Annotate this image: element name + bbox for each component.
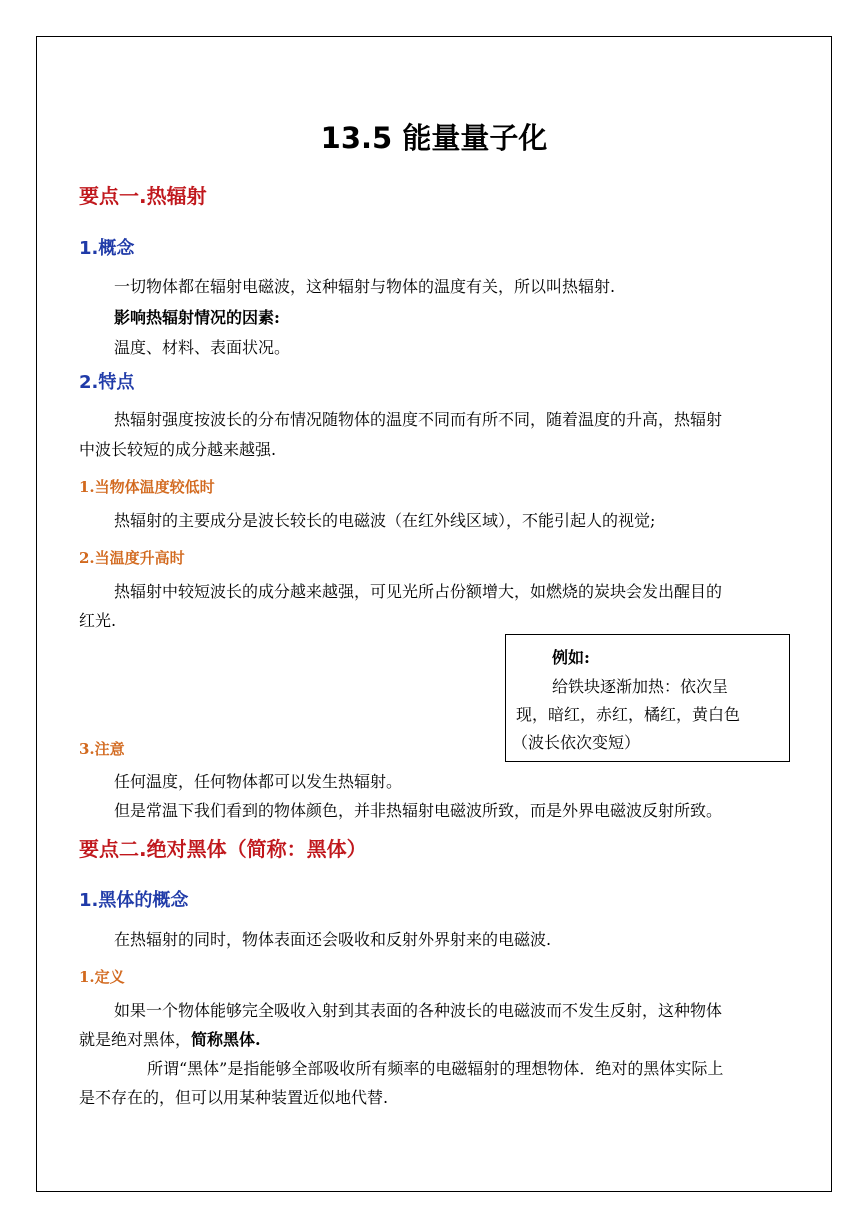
- low-temp-text: 热辐射的主要成分是波长较长的电磁波（在红外线区域），不能引起人的视觉;: [114, 511, 656, 530]
- definition-short-name: 简称黑体.: [191, 1030, 261, 1049]
- definition-line-3: 所谓“黑体”是指能够全部吸收所有频率的电磁辐射的理想物体．绝对的黑体实际上: [147, 1059, 724, 1078]
- page-title: 13.5 能量量子化: [320, 121, 548, 155]
- factors-label: 影响热辐射情况的因素:: [114, 308, 280, 327]
- high-temp-line-2: 红光.: [79, 611, 117, 630]
- section1-heading: 要点一.热辐射: [79, 184, 207, 208]
- blackbody-concept-paragraph: 在热辐射的同时，物体表面还会吸收和反射外界射来的电磁波.: [114, 930, 552, 949]
- definition-line-1: 如果一个物体能够完全吸收入射到其表面的各种波长的电磁波而不发生反射，这种物体: [114, 1001, 723, 1020]
- features-heading: 2.特点: [79, 372, 135, 393]
- note-heading: 3.注意: [79, 740, 125, 758]
- definition-heading: 1.定义: [79, 968, 125, 986]
- example-line-1: 给铁块逐渐加热：依次呈: [552, 677, 729, 696]
- high-temp-heading: 2.当温度升高时: [79, 549, 185, 567]
- definition-line-2-text: 就是绝对黑体，: [79, 1030, 192, 1049]
- factors-text: 温度、材料、表面状况。: [114, 338, 291, 357]
- concept-paragraph: 一切物体都在辐射电磁波，这种辐射与物体的温度有关，所以叫热辐射.: [114, 277, 616, 296]
- example-line-3: （波长依次变短）: [512, 733, 641, 752]
- blackbody-concept-heading: 1.黑体的概念: [79, 890, 189, 911]
- note-line-1: 任何温度，任何物体都可以发生热辐射。: [114, 772, 403, 791]
- example-box: [505, 634, 790, 762]
- features-line-2: 中波长较短的成分越来越强.: [79, 440, 277, 459]
- concept-heading: 1.概念: [79, 238, 135, 259]
- section2-heading: 要点二.绝对黑体（简称：黑体）: [79, 837, 367, 861]
- high-temp-line-1: 热辐射中较短波长的成分越来越强，可见光所占份额增大，如燃烧的炭块会发出醒目的: [114, 582, 723, 601]
- low-temp-heading: 1.当物体温度较低时: [79, 478, 215, 496]
- example-line-2: 现，暗红，赤红，橘红，黄白色: [516, 705, 741, 724]
- note-line-2: 但是常温下我们看到的物体颜色，并非热辐射电磁波所致，而是外界电磁波反射所致。: [114, 801, 723, 820]
- features-line-1: 热辐射强度按波长的分布情况随物体的温度不同而有所不同，随着温度的升高，热辐射: [114, 410, 723, 429]
- definition-line-4: 是不存在的，但可以用某种装置近似地代替.: [79, 1088, 389, 1107]
- definition-line-2: [79, 1029, 261, 1051]
- example-label: 例如:: [552, 648, 590, 667]
